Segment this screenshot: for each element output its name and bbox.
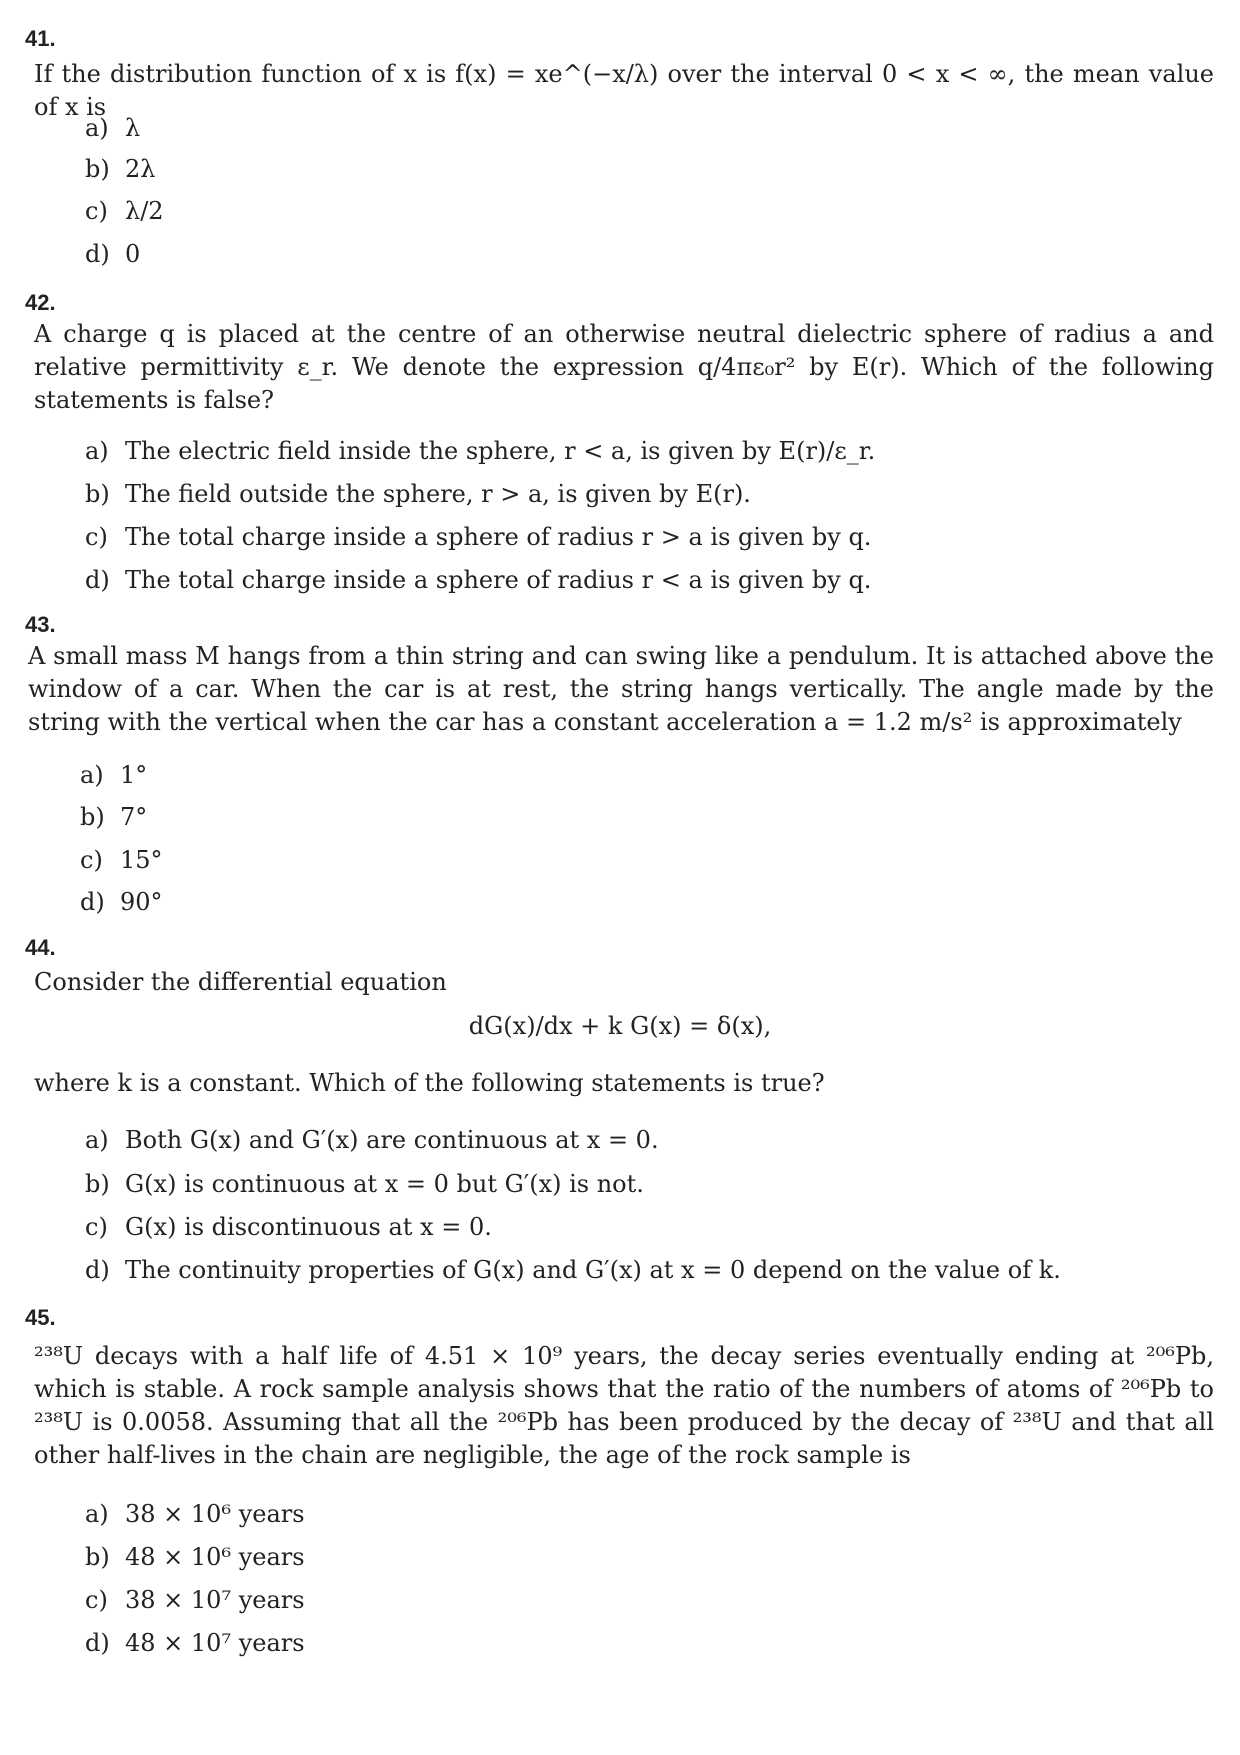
option-text: λ xyxy=(125,114,141,142)
option-text: λ/2 xyxy=(125,197,164,225)
option-b[interactable] xyxy=(80,803,147,831)
option-c[interactable] xyxy=(85,523,871,551)
option-label: d) xyxy=(85,1256,110,1284)
option-label: c) xyxy=(85,1586,108,1614)
question-number: 41. xyxy=(25,26,56,51)
option-text: 38 × 10⁶ years xyxy=(125,1500,305,1528)
question-number: 44. xyxy=(25,935,56,960)
option-label: c) xyxy=(85,523,108,551)
option-label: c) xyxy=(85,1213,108,1241)
option-d[interactable] xyxy=(80,888,163,916)
option-label: a) xyxy=(80,761,104,789)
option-d[interactable] xyxy=(85,1256,1061,1284)
option-b[interactable] xyxy=(85,155,155,183)
option-text: 48 × 10⁶ years xyxy=(125,1543,305,1571)
option-label: a) xyxy=(85,1126,109,1154)
option-text: The field outside the sphere, r > a, is given by E(r). xyxy=(125,480,751,508)
option-b[interactable] xyxy=(85,1543,305,1571)
equation: dG(x)/dx + k G(x) = δ(x), xyxy=(468,1012,772,1040)
option-label: b) xyxy=(85,1170,110,1198)
option-text: G(x) is discontinuous at x = 0. xyxy=(125,1213,492,1241)
option-c[interactable] xyxy=(85,197,164,225)
option-a[interactable] xyxy=(80,761,147,789)
option-text: 7° xyxy=(120,803,148,831)
option-label: b) xyxy=(80,803,105,831)
question-number: 43. xyxy=(25,612,56,637)
question-stem: Consider the differential equation xyxy=(34,968,447,996)
question-number: 42. xyxy=(25,290,56,315)
option-text: 15° xyxy=(120,846,163,874)
option-label: b) xyxy=(85,155,110,183)
option-d[interactable] xyxy=(85,240,140,268)
option-b[interactable] xyxy=(85,1170,644,1198)
option-text: 90° xyxy=(120,888,163,916)
option-a[interactable] xyxy=(85,114,140,142)
option-label: d) xyxy=(85,566,110,594)
option-label: d) xyxy=(80,888,105,916)
question-stem: ²³⁸U decays with a half life of 4.51 × 10⁹ years, the decay series eventually ending at ²⁰⁶Pb, which is stable. A rock sample analysis shows that the ratio of the numbers of atoms of ²⁰⁶Pb to ²³⁸U is 0.0058. Assuming that all the ²⁰⁶Pb has been produced by the decay of ²³⁸U and that all other half-lives in the chain are negligible, the age of the rock sample is xyxy=(34,1342,1214,1469)
question-stem: A charge q is placed at the centre of an otherwise neutral dielectric sphere of radius a and relative permittivity ε_r. We denote the expression q/4πε₀r² by E(r). Which of the following statements is false? xyxy=(34,320,1214,414)
option-d[interactable] xyxy=(85,1629,305,1657)
option-text: 2λ xyxy=(125,155,156,183)
option-text: The total charge inside a sphere of radius r < a is given by q. xyxy=(125,566,872,594)
option-label: c) xyxy=(85,197,108,225)
option-a[interactable] xyxy=(85,437,875,465)
question-stem-continued: where k is a constant. Which of the following statements is true? xyxy=(34,1069,825,1097)
option-text: 38 × 10⁷ years xyxy=(125,1586,305,1614)
option-label: b) xyxy=(85,1543,110,1571)
option-label: d) xyxy=(85,1629,110,1657)
option-d[interactable] xyxy=(85,566,871,594)
option-label: a) xyxy=(85,114,109,142)
option-text: Both G(x) and G′(x) are continuous at x = 0. xyxy=(125,1126,659,1154)
option-text: G(x) is continuous at x = 0 but G′(x) is not. xyxy=(125,1170,644,1198)
option-a[interactable] xyxy=(85,1126,659,1154)
option-c[interactable] xyxy=(85,1213,492,1241)
question-stem: A small mass M hangs from a thin string and can swing like a pendulum. It is attached above the window of a car. When the car is at rest, the string hangs vertically. The angle made by the string with the vertical when the car has a constant acceleration a = 1.2 m/s² is approximately xyxy=(28,642,1214,736)
option-c[interactable] xyxy=(85,1586,305,1614)
option-text: 48 × 10⁷ years xyxy=(125,1629,305,1657)
option-text: The total charge inside a sphere of radius r > a is given by q. xyxy=(125,523,872,551)
option-b[interactable] xyxy=(85,480,751,508)
option-text: 0 xyxy=(125,240,141,268)
option-label: c) xyxy=(80,846,103,874)
option-label: b) xyxy=(85,480,110,508)
option-text: 1° xyxy=(120,761,148,789)
option-label: a) xyxy=(85,437,109,465)
option-text: The continuity properties of G(x) and G′(x) at x = 0 depend on the value of k. xyxy=(125,1256,1061,1284)
question-number: 45. xyxy=(25,1305,56,1330)
question-stem: If the distribution function of x is f(x) = xe^(−x/λ) over the interval 0 < x < ∞, the mean value of x is xyxy=(34,60,1214,121)
option-label: d) xyxy=(85,240,110,268)
option-c[interactable] xyxy=(80,846,163,874)
option-a[interactable] xyxy=(85,1500,305,1528)
option-text: The electric field inside the sphere, r < a, is given by E(r)/ε_r. xyxy=(125,437,876,465)
option-label: a) xyxy=(85,1500,109,1528)
